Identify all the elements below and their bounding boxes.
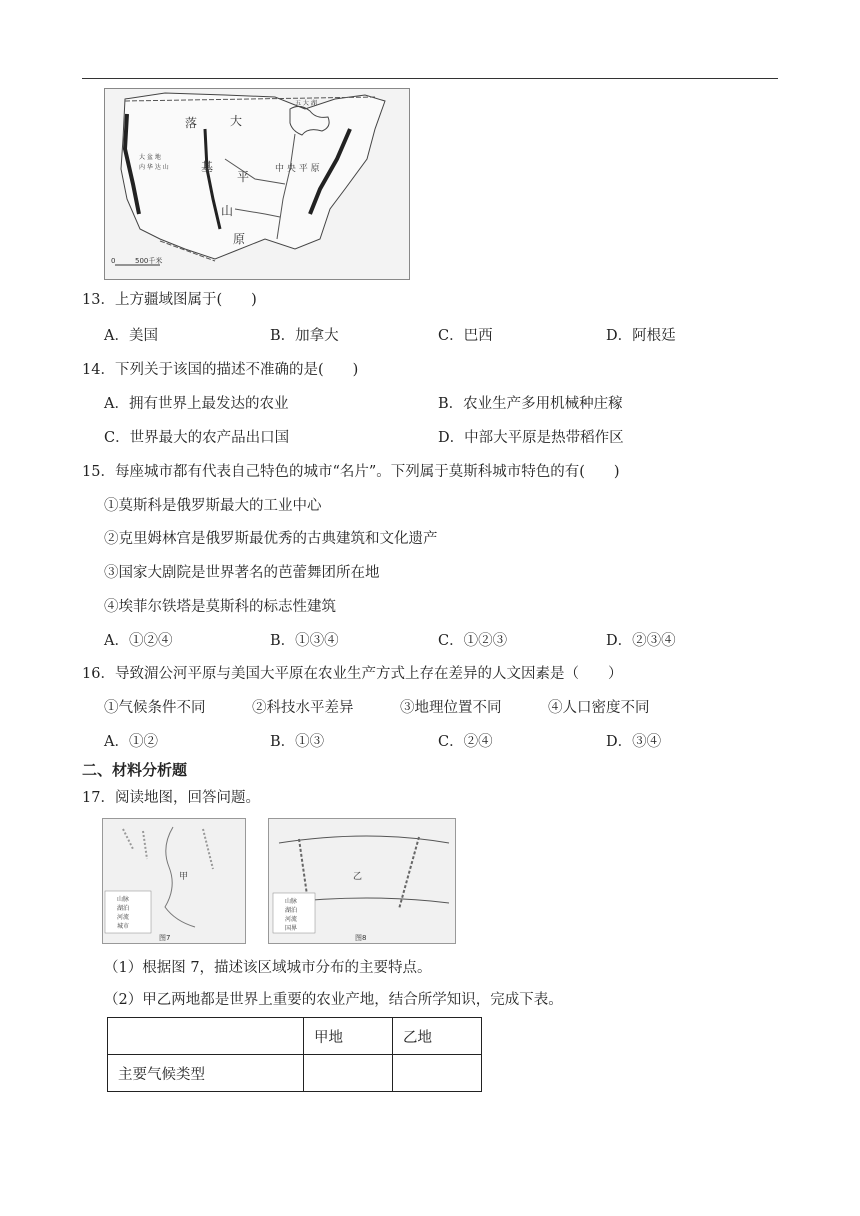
- header-rule: [82, 78, 778, 79]
- q13-option-d: D．阿根廷: [606, 328, 676, 344]
- q14-option-c: C．世界最大的农产品出口国: [104, 430, 290, 446]
- table-row: [108, 1055, 482, 1092]
- question-15-stem: 15．每座城市都有代表自己特色的城市“名片”。下列属于莫斯科城市特色的有( ): [82, 464, 620, 480]
- fig7-legend-4: 城市: [117, 923, 130, 930]
- q15-statement-2: ②克里姆林宫是俄罗斯最优秀的古典建筑和文化遗产: [104, 531, 438, 547]
- fig7-legend-2: 湖泊: [117, 905, 130, 912]
- answer-table: [107, 1017, 482, 1092]
- fig8-legend-2: 湖泊: [285, 907, 298, 914]
- question-14-stem: 14．下列关于该国的描述不准确的是( ): [82, 362, 359, 378]
- fig7-caption: 图7: [159, 934, 171, 942]
- map-label-5: 山: [221, 204, 234, 218]
- fig8-legend-4: 国界: [285, 925, 298, 932]
- table-header-row: [108, 1018, 482, 1055]
- scale-distance: 500千米: [135, 257, 163, 265]
- q16-option-c: C．②④: [438, 734, 493, 750]
- fig7-legend-1: 山脉: [117, 896, 130, 903]
- q13-option-a: A．美国: [104, 328, 158, 344]
- figure-7-map: [102, 818, 246, 944]
- q15-option-b: B．①③④: [270, 633, 339, 649]
- usa-relief-map: [104, 88, 410, 280]
- map-label-1: 落: [185, 116, 198, 130]
- q14-option-b: B．农业生产多用机械种庄稼: [438, 396, 623, 412]
- table-cell-answer-jia[interactable]: [304, 1055, 393, 1092]
- section-2-heading: 二、材料分析题: [82, 761, 188, 779]
- map-label-basin: 大 盆 地: [139, 154, 161, 161]
- q17-sub-question-1: （1）根据图 7，描述该区域城市分布的主要特点。: [104, 960, 432, 976]
- fig8-caption: 图8: [355, 934, 367, 942]
- q15-statement-3: ③国家大剧院是世界著名的芭蕾舞团所在地: [104, 565, 380, 581]
- q15-statement-4: ④埃菲尔铁塔是莫斯科的标志性建筑: [104, 599, 336, 615]
- q16-statement-3: ③地理位置不同: [400, 700, 502, 716]
- map-label-4: 平: [237, 170, 250, 184]
- scale-zero: 0: [111, 257, 116, 265]
- map-label-central-plain: 中 央 平 原: [275, 164, 320, 174]
- map-label-sierra: 内 华 达 山: [139, 164, 169, 171]
- q16-option-b: B．①③: [270, 734, 325, 750]
- question-16-stem: 16．导致湄公河平原与美国大平原在农业生产方式上存在差异的人文因素是（ ）: [82, 666, 623, 682]
- map-label-2: 大: [230, 114, 243, 128]
- table-cell: 主要气候类型: [108, 1055, 304, 1092]
- fig8-place-yi: 乙: [353, 872, 363, 882]
- q14-option-d: D．中部大平原是热带稻作区: [438, 430, 624, 446]
- q16-statement-2: ②科技水平差异: [252, 700, 354, 716]
- q16-statement-4: ④人口密度不同: [548, 700, 650, 716]
- fig7-legend-3: 河流: [117, 914, 130, 921]
- fig8-legend-3: 河流: [285, 916, 298, 923]
- q15-option-d: D．②③④: [606, 633, 676, 649]
- table-header-cell: 甲地: [304, 1018, 393, 1055]
- question-13-stem: 13．上方疆域图属于( ): [82, 292, 257, 308]
- map-label-lakes: 五 大 湖: [295, 100, 317, 107]
- q16-option-d: D．③④: [606, 734, 662, 750]
- table-header-cell: 乙地: [393, 1018, 482, 1055]
- map-label-3: 基: [201, 160, 214, 174]
- q16-option-a: A．①②: [104, 734, 158, 750]
- q15-option-c: C．①②③: [438, 633, 508, 649]
- q17-sub-question-2: （2）甲乙两地都是世界上重要的农业产地，结合所学知识，完成下表。: [104, 992, 563, 1008]
- figure-8-map: [268, 818, 456, 944]
- table-header-cell: [108, 1018, 304, 1055]
- q13-option-b: B．加拿大: [270, 328, 339, 344]
- q15-statement-1: ①莫斯科是俄罗斯最大的工业中心: [104, 498, 322, 514]
- question-17-stem: 17．阅读地图，回答问题。: [82, 790, 260, 806]
- q15-option-a: A．①②④: [104, 633, 173, 649]
- map-label-6: 原: [233, 232, 246, 246]
- fig8-legend-1: 山脉: [285, 898, 298, 905]
- table-cell-answer-yi[interactable]: [393, 1055, 482, 1092]
- q13-option-c: C．巴西: [438, 328, 493, 344]
- q16-statement-1: ①气候条件不同: [104, 700, 206, 716]
- q14-option-a: A．拥有世界上最发达的农业: [104, 396, 289, 412]
- fig7-place-jia: 甲: [179, 872, 189, 882]
